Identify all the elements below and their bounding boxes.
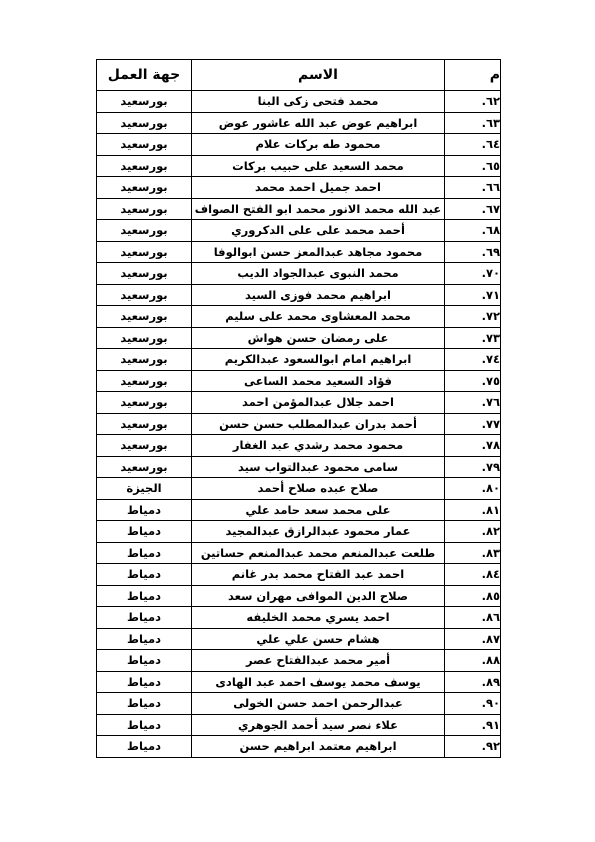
row-number: ٨٢. [445,521,501,543]
table-row [97,112,501,134]
person-name: محمد المعشاوى محمد على سليم [192,306,445,328]
row-number: ٨٣. [445,542,501,564]
person-name: هشام حسن علي علي [192,628,445,650]
row-number: ٦٣. [445,112,501,134]
workplace: دمياط [97,585,192,607]
workplace: دمياط [97,499,192,521]
name-column-header: الاسم [192,60,445,91]
row-number: ٨٤. [445,564,501,586]
table-row [97,564,501,586]
row-number: ٦٦. [445,177,501,199]
workplace: دمياط [97,607,192,629]
person-name: عبد الله محمد الانور محمد ابو الفتح الصواف [192,198,445,220]
table-row [97,499,501,521]
person-name: احمد عبد الفتاح محمد بدر غانم [192,564,445,586]
workplace: بورسعيد [97,456,192,478]
table-row [97,392,501,414]
workplace: دمياط [97,736,192,758]
number-column-header: م [445,60,501,91]
table-row [97,370,501,392]
workplace: دمياط [97,693,192,715]
row-number: ٩١. [445,714,501,736]
person-name: صلاح عبده صلاح أحمد [192,478,445,500]
table-row [97,284,501,306]
workplace: بورسعيد [97,435,192,457]
workplace: بورسعيد [97,349,192,371]
row-number: ٧٧. [445,413,501,435]
row-number: ٧١. [445,284,501,306]
person-name: محمد السعيد على حبيب بركات [192,155,445,177]
table-row [97,585,501,607]
workplace: دمياط [97,671,192,693]
person-name: علاء نصر سيد أحمد الجوهري [192,714,445,736]
workplace: بورسعيد [97,177,192,199]
row-number: ٧٢. [445,306,501,328]
person-name: ابراهيم معتمد ابراهيم حسن [192,736,445,758]
person-name: صلاح الدين الموافى مهران سعد [192,585,445,607]
workplace: بورسعيد [97,306,192,328]
table-row [97,456,501,478]
table-row [97,263,501,285]
row-number: ٨٦. [445,607,501,629]
workplace: دمياط [97,542,192,564]
table-row [97,671,501,693]
row-number: ٧٣. [445,327,501,349]
workplace: دمياط [97,628,192,650]
table-row [97,306,501,328]
table-row [97,650,501,672]
row-number: ٩٠. [445,693,501,715]
workplace: بورسعيد [97,155,192,177]
row-number: ٧٥. [445,370,501,392]
table-row [97,241,501,263]
table-row [97,155,501,177]
table-row [97,198,501,220]
row-number: ٧٤. [445,349,501,371]
row-number: ٧٨. [445,435,501,457]
row-number: ٦٥. [445,155,501,177]
header-row [97,60,501,91]
row-number: ٦٨. [445,220,501,242]
person-name: على رمضان حسن هواش [192,327,445,349]
workplace: دمياط [97,714,192,736]
person-name: أحمد محمد على على الدكروري [192,220,445,242]
person-name: محمد النبوى عبدالجواد الديب [192,263,445,285]
row-number: ٨٩. [445,671,501,693]
workplace-column-header: جهة العمل [97,60,192,91]
workplace: بورسعيد [97,198,192,220]
workplace: دمياط [97,650,192,672]
person-name: احمد جميل احمد محمد [192,177,445,199]
workplace: بورسعيد [97,241,192,263]
workplace: بورسعيد [97,284,192,306]
table-row [97,521,501,543]
row-number: ٨٥. [445,585,501,607]
person-name: ابراهيم عوض عبد الله عاشور عوض [192,112,445,134]
row-number: ٨٧. [445,628,501,650]
workplace: دمياط [97,564,192,586]
roster-table [96,59,501,758]
workplace: بورسعيد [97,112,192,134]
workplace: بورسعيد [97,413,192,435]
workplace: الجيزة [97,478,192,500]
row-number: ٦٩. [445,241,501,263]
workplace: بورسعيد [97,263,192,285]
table-row [97,542,501,564]
workplace: دمياط [97,521,192,543]
person-name: يوسف محمد يوسف احمد عبد الهادى [192,671,445,693]
row-number: ٨٠. [445,478,501,500]
person-name: ابراهيم امام ابوالسعود عبدالكريم [192,349,445,371]
table-row [97,177,501,199]
row-number: ٦٤. [445,134,501,156]
person-name: احمد جلال عبدالمؤمن احمد [192,392,445,414]
workplace: بورسعيد [97,370,192,392]
person-name: على محمد سعد حامد علي [192,499,445,521]
row-number: ٩٢. [445,736,501,758]
person-name: محمود محمد رشدي عبد الغفار [192,435,445,457]
workplace: بورسعيد [97,327,192,349]
table-row [97,693,501,715]
workplace: بورسعيد [97,392,192,414]
table-row [97,91,501,113]
table-row [97,327,501,349]
row-number: ٨١. [445,499,501,521]
row-number: ٧٠. [445,263,501,285]
table-row [97,736,501,758]
row-number: ٧٦. [445,392,501,414]
workplace: بورسعيد [97,91,192,113]
table-row [97,435,501,457]
person-name: أحمد بدران عبدالمطلب حسن حسن [192,413,445,435]
table-row [97,220,501,242]
table-row [97,134,501,156]
row-number: ٦٢. [445,91,501,113]
person-name: محمود مجاهد عبدالمعز حسن ابوالوفا [192,241,445,263]
person-name: أمير محمد عبدالفتاح عصر [192,650,445,672]
person-name: احمد يسري محمد الخليفه [192,607,445,629]
row-number: ٨٨. [445,650,501,672]
table-body [97,91,501,758]
table-row [97,349,501,371]
table-row [97,607,501,629]
person-name: محمد فتحى زكى البنا [192,91,445,113]
table-row [97,714,501,736]
workplace: بورسعيد [97,220,192,242]
table-row [97,478,501,500]
row-number: ٦٧. [445,198,501,220]
person-name: فؤاد السعيد محمد الساعى [192,370,445,392]
person-name: سامى محمود عبدالتواب سيد [192,456,445,478]
person-name: محمود طه بركات علام [192,134,445,156]
person-name: عبدالرحمن احمد حسن الخولى [192,693,445,715]
table-row [97,413,501,435]
person-name: ابراهيم محمد فوزى السيد [192,284,445,306]
row-number: ٧٩. [445,456,501,478]
person-name: طلعت عبدالمنعم محمد عبدالمنعم حساتين [192,542,445,564]
table-row [97,628,501,650]
person-name: عمار محمود عبدالرازق عبدالمجيد [192,521,445,543]
workplace: بورسعيد [97,134,192,156]
